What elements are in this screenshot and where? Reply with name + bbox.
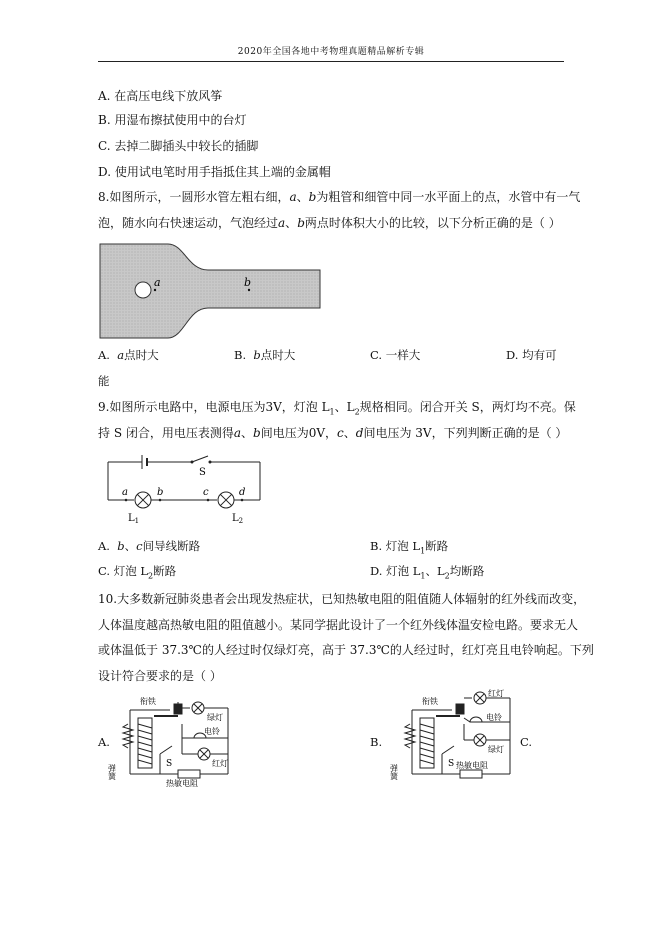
q7-option-b: B. 用湿布擦拭使用中的台灯 [98,113,247,127]
q10-figure-b [389,688,522,780]
switch [442,746,454,754]
node-c-label: c [203,487,209,498]
svg-text:S: S [448,759,455,769]
svg-text:S: S [166,759,173,769]
svg-text:电铃: 电铃 [486,713,502,722]
q9-option-c: C. 灯泡 $L_2$断路 [98,564,177,581]
svg-text:热敏电阻: 热敏电阻 [456,761,488,770]
spring [123,724,133,748]
point-b-label: b [244,276,252,289]
svg-text:绿灯: 绿灯 [488,745,504,754]
q8-option-a: A. a点时大 [98,348,159,362]
thermistor [460,770,482,778]
q9-option-a: A. b、c间导线断路 [98,539,201,553]
q7-option-c: C. 去掉二脚插头中较长的插脚 [98,139,259,153]
q8-stem-line1: 8.如图所示，一圆形水管左粗右细，a、b为粗管和细管中同一水平面上的点，水管中有一气 [98,190,581,204]
bubble [135,282,151,298]
switch-blade [192,456,208,462]
thermistor [178,770,200,778]
switch-label: S [199,467,206,478]
q10-option-a-label: A. [98,735,110,749]
q9-stem-line1: 9.如图所示电路中，电源电压为3V，灯泡 $L_1$、$L_2$规格相同。闭合开关 S，两灯均不亮。保 [98,400,576,417]
svg-text:衔铁: 衔铁 [140,697,156,706]
switch [160,746,172,754]
svg-text:热敏电阻: 热敏电阻 [166,779,198,788]
q8-option-b: B. b点时大 [234,348,296,362]
pipe-shape [100,244,320,338]
page-header: 2020年全国各地中考物理真题精品解析专辑 [98,44,564,62]
q10-option-b-label: B. [370,735,383,749]
node-b-label: b [157,487,164,498]
svg-text:弹簧: 弹簧 [389,764,399,780]
q10-stem-line3: 或体温低于 37.3℃的人经过时仅绿灯亮，高于 37.3℃的人经过时，红灯亮且电铃响起。下列 [98,643,594,657]
svg-text:红灯: 红灯 [212,759,228,768]
lamp-l1-label: $L_1$ [128,513,140,525]
q7-option-d: D. 使用试电笔时用手指抵住其上端的金属帽 [98,165,331,179]
q8-option-d: D. 均有可 [506,348,557,362]
spring [405,724,415,748]
q8-option-c: C. 一样大 [370,348,421,362]
q8-stem-line2: 泡，随水向右快速运动，气泡经过a、b两点时体积大小的比较，以下分析正确的是（ ） [98,216,561,230]
node-a-label: a [122,487,128,498]
q9-option-b: B. 灯泡 $L_1$断路 [370,539,449,556]
svg-text:绿灯: 绿灯 [207,713,223,722]
svg-text:衔铁: 衔铁 [422,697,438,706]
q7-option-a: A. 在高压电线下放风筝 [98,89,223,103]
q10-stem-line1: 10.大多数新冠肺炎患者会出现发热症状，已知热敏电阻的阻值随人体辐射的红外线而改变， [98,592,586,606]
point-a-label: a [154,276,161,289]
q10-figure-a [107,694,240,788]
bell [470,717,482,722]
svg-text:红灯: 红灯 [488,689,504,698]
q10-stem-line2: 人体温度越高热敏电阻的阻值越小。某同学据此设计了一个红外线体温安检电路。要求无人 [98,618,579,632]
q9-stem-line2: 持 S 闭合，用电压表测得a、b间电压为0V，c、d间电压为 3V，下列判断正确的是（ ） [98,426,568,440]
svg-text:弹簧: 弹簧 [107,764,117,780]
q8-pipe-figure [98,242,322,340]
q9-option-d: D. 灯泡 $L_1$、$L_2$均断路 [370,564,485,581]
lamp-l2-label: $L_2$ [232,513,244,525]
q10-option-c-label: C. [520,735,533,749]
q8-option-d-cont: 能 [98,374,110,388]
q10-stem-line4: 设计符合要求的是（ ） [98,669,222,683]
q9-circuit-figure [102,452,270,527]
svg-text:电铃: 电铃 [204,727,220,736]
node-d-label: d [239,487,246,498]
